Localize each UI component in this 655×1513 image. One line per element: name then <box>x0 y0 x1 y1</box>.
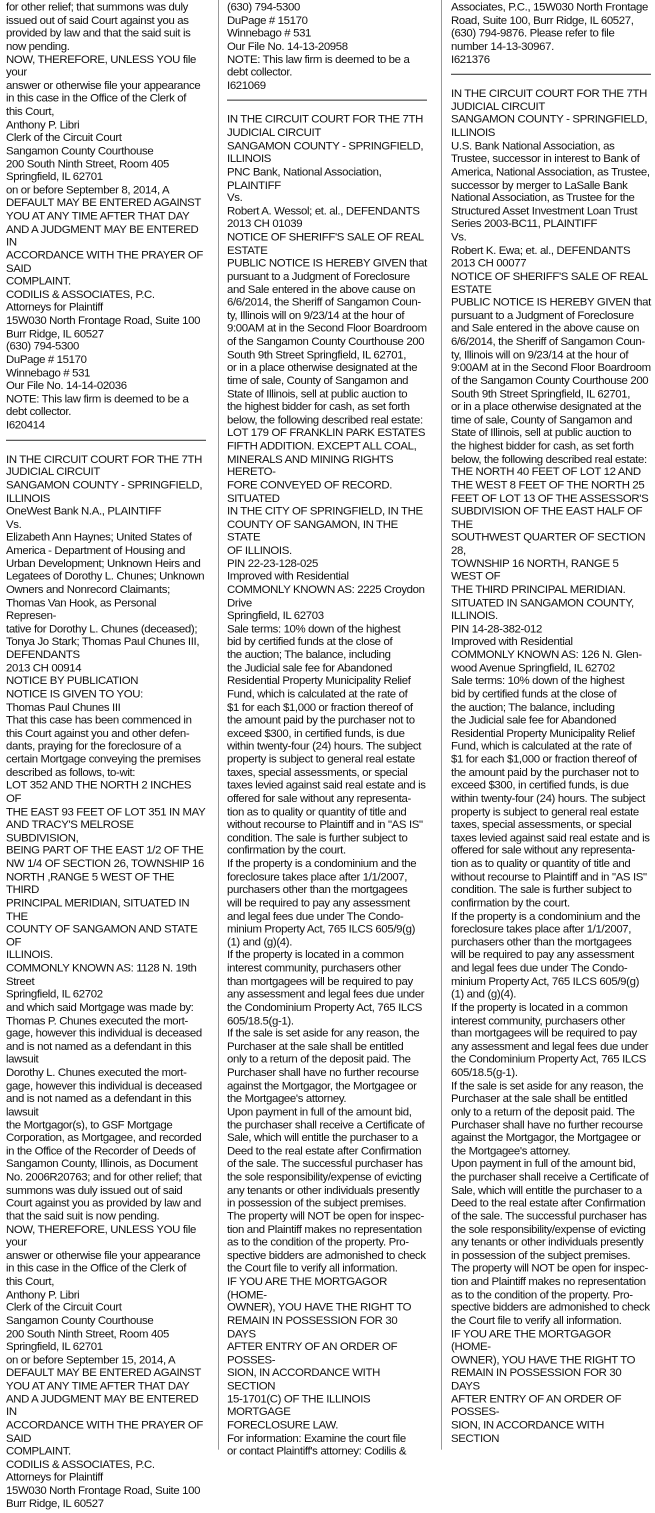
notice-text: IN THE CIRCUIT COURT FOR THE 7TH JUDICIAL CIRCUIT SANGAMON COUNTY - SPRINGFIELD, ILLINOIS PNC Bank, National Association, PLAINTIFF Vs. Robert A. Wessol; et. al., DEFENDANTS 2013 CH 01039 NOTICE OF SHERIFF'S SALE OF REAL ESTATE PUBLIC NOTICE IS HEREBY GIVEN that pursuant to a Judgment of Foreclosure and Sale entered in the above cause on 6/6/2014, the Sheriff of Sangamon Coun- ty, Illinois will on 9/23/14 at the hour of 9:00AM at in the Second Floor Boardroom of the Sangamon County Courthouse 200 South 9th Street Springfield, IL 62701, or in a place otherwise designated at the time of sale, County of Sangamon and State of Illinois, sell at public auction to the highest bidder for cash, as set forth below, the following described real estate: LOT 179 OF FRANKLIN PARK ESTATES FIFTH ADDITION. EXCEPT ALL COAL, MINERALS AND MINING RIGHTS HERETO- FORE CONVEYED OF RECORD. SITUATED IN THE CITY OF SPRINGFIELD, IN THE COUNTY OF SANGAMON, IN THE STATE OF ILLINOIS. PIN 22-23-128-025 Improved with Residential COMMONLY KNOWN AS: 2225 Croydon Drive Springfield, IL 62703 Sale terms: 10% down of the highest bid by certified funds at the close of the auction; The balance, including the Judicial sale fee for Abandoned Residential Property Municipality Relief Fund, which is calculated at the rate of $1 for each $1,000 or fraction thereof of the amount paid by the purchaser not to exceed $300, in certified funds, is due within twenty-four (24) hours. The subject property is subject to general real estate taxes, special assessments, or special taxes levied against said real estate and is offered for sale without any representa- tion as to quality or quantity of title and without recourse to Plaintiff and in "AS IS" condition. The sale is further subject to confirmation by the court. If the property is a condominium and the foreclosure takes place after 1/1/2007, purchasers other than the mortgagees will be required to pay any assessment and legal fees due under The Condo- minium Property Act, 765 ILCS 605/9(g) (1) and (g)(4). If the property is located in a common interest community, purchasers other than mortgagees will be required to pay any assessment and legal fees due under the Condominium Property Act, 765 ILCS 605/18.5(g-1). If the sale is set aside for any reason, the Purchaser at the sale shall be entitled only to a return of the deposit paid. The Purchaser shall have no further recourse against the Mortgagor, the Mortgagee or the Mortgagee's attorney. Upon payment in full of the amount bid, the purchaser shall receive a Certificate of Sale, which will entitle the purchaser to a Deed to the real estate after Confirmation of the sale. The successful purchaser has the sole responsibility/expense of evicting any tenants or other individuals presently in possession of the subject premises. The property will NOT be open for inspec- tion and Plaintiff makes no representation as to the condition of the property. Pro- spective bidders are admonished to check the Court file to verify all information. IF YOU ARE THE MORTGAGOR (HOME- OWNER), YOU HAVE THE RIGHT TO REMAIN IN POSSESSION FOR 30 DAYS AFTER ENTRY OF AN ORDER OF POSSES- SION, IN ACCORDANCE WITH SECTION 15-1701(C) OF THE ILLINOIS MORTGAGE FORECLOSURE LAW. For information: Examine the court file or contact Plaintiff's attorney: Codilis & <box>227 114 427 1458</box>
notice-separator <box>6 439 206 440</box>
column-rule <box>441 0 442 1450</box>
column-rule <box>218 0 219 1450</box>
notice <box>227 114 427 1459</box>
column-2 <box>227 2 427 1459</box>
notice-text: Associates, P.C., 15W030 North Frontage Road, Suite 100, Burr Ridge, IL 60527, (630) 794-9876. Please refer to file number 14-13-30967. I621376 <box>451 1 648 66</box>
notice-separator <box>227 100 427 101</box>
column-1 <box>6 2 206 1511</box>
notice-text: for other relief; that summons was duly issued out of said Court against you as provided by law and that the said suit is now pending. NOW, THEREFORE, UNLESS YOU file your answer or otherwise file your appearance in this case in the Office of the Clerk of this Court, Anthony P. Libri Clerk of the Circuit Court Sangamon County Courthouse 200 South Ninth Street, Room 405 Springfield, IL 62701 on or before September 8, 2014, A DEFAULT MAY BE ENTERED AGAINST YOU AT ANY TIME AFTER THAT DAY AND A JUDGMENT MAY BE ENTERED IN ACCORDANCE WITH THE PRAYER OF SAID COMPLAINT. CODILIS & ASSOCIATES, P.C. Attorneys for Plaintiff 15W030 North Frontage Road, Suite 100 Burr Ridge, IL 60527 (630) 794-5300 DuPage # 15170 Winnebago # 531 Our File No. 14-14-02036 NOTE: This law firm is deemed to be a debt collector. I620414 <box>6 1 204 432</box>
notice-separator <box>451 74 651 75</box>
notice-continued <box>6 2 206 433</box>
notice <box>6 454 206 1511</box>
notice <box>451 88 651 1446</box>
notice-text: (630) 794-5300 DuPage # 15170 Winnebago # 531 Our File No. 14-13-20958 NOTE: This law firm is deemed to be a debt collector. I621069 <box>227 1 410 92</box>
notice-continued <box>227 2 427 93</box>
notice-text: IN THE CIRCUIT COURT FOR THE 7TH JUDICIAL CIRCUIT SANGAMON COUNTY - SPRINGFIELD, ILLINOIS U.S. Bank National Association, as Trustee, successor in interest to Bank of America, National Association, as Trustee, successor by merger to LaSalle Bank National Association, as Trustee for the Structured Asset Investment Loan Trust Series 2003-BC11, PLAINTIFF Vs. Robert K. Ewa; et. al., DEFENDANTS 2013 CH 00077 NOTICE OF SHERIFF'S SALE OF REAL ESTATE PUBLIC NOTICE IS HEREBY GIVEN that pursuant to a Judgment of Foreclosure and Sale entered in the above cause on 6/6/2014, the Sheriff of Sangamon Coun- ty, Illinois will on 9/23/14 at the hour of 9:00AM at in the Second Floor Boardroom of the Sangamon County Courthouse 200 South 9th Street Springfield, IL 62701, or in a place otherwise designated at the time of sale, County of Sangamon and State of Illinois, sell at public auction to the highest bidder for cash, as set forth below, the following described real estate: THE NORTH 40 FEET OF LOT 12 AND THE WEST 8 FEET OF THE NORTH 25 FEET OF LOT 13 OF THE ASSESSOR'S SUBDIVISION OF THE EAST HALF OF THE SOUTHWEST QUARTER OF SECTION 28, TOWNSHIP 16 NORTH, RANGE 5 WEST OF THE THIRD PRINCIPAL MERIDIAN. SITUATED IN SANGAMON COUNTY, ILLINOIS. PIN 14-28-382-012 Improved with Residential COMMONLY KNOWN AS: 126 N. Glen- wood Avenue Springfield, IL 62702 Sale terms: 10% down of the highest bid by certified funds at the close of the auction; The balance, including the Judicial sale fee for Abandoned Residential Property Municipality Relief Fund, which is calculated at the rate of $1 for each $1,000 or fraction thereof of the amount paid by the purchaser not to exceed $300, in certified funds, is due within twenty-four (24) hours. The subject property is subject to general real estate taxes, special assessments, or special taxes levied against said real estate and is offered for sale without any representa- tion as to quality or quantity of title and without recourse to Plaintiff and in "AS IS" condition. The sale is further subject to confirmation by the court. If the property is a condominium and the foreclosure takes place after 1/1/2007, purchasers other than the mortgagees will be required to pay any assessment and legal fees due under The Condo- minium Property Act, 765 ILCS 605/9(g) (1) and (g)(4). If the property is located in a common interest community, purchasers other than mortgagees will be required to pay any assessment and legal fees due under the Condominium Property Act, 765 ILCS 605/18.5(g-1). If the sale is set aside for any reason, the Purchaser at the sale shall be entitled only to a return of the deposit paid. The Purchaser shall have no further recourse against the Mortgagor, the Mortgagee or the Mortgagee's attorney. Upon payment in full of the amount bid, the purchaser shall receive a Certificate of Sale, which will entitle the purchaser to a Deed to the real estate after Confirmation of the sale. The successful purchaser has the sole responsibility/expense of evicting any tenants or other individuals presently in possession of the subject premises. The property will NOT be open for inspec- tion and Plaintiff makes no representation as to the condition of the property. Pro- spective bidders are admonished to check the Court file to verify all information. IF YOU ARE THE MORTGAGOR (HOME- OWNER), YOU HAVE THE RIGHT TO REMAIN IN POSSESSION FOR 30 DAYS AFTER ENTRY OF AN ORDER OF POSSES- SION, IN ACCORDANCE WITH SECTION <box>451 88 651 1445</box>
notice-text: IN THE CIRCUIT COURT FOR THE 7TH JUDICIAL CIRCUIT SANGAMON COUNTY - SPRINGFIELD, ILLINOIS OneWest Bank N.A., PLAINTIFF Vs. Elizabeth Ann Haynes; United States of America - Department of Housing and Urban Development; Unknown Heirs and Legatees of Dorothy L. Chunes; Unknown Owners and Nonrecord Claimants; Thomas Van Hook, as Personal Represen- tative for Dorothy L. Chunes (deceased); Tonya Jo Stark; Thomas Paul Chunes III, DEFENDANTS 2013 CH 00914 NOTICE BY PUBLICATION NOTICE IS GIVEN TO YOU: Thomas Paul Chunes III That this case has been commenced in this Court against you and other defen- dants, praying for the foreclosure of a certain Mortgage conveying the premises described as follows, to-wit: LOT 352 AND THE NORTH 2 INCHES OF THE EAST 93 FEET OF LOT 351 IN MAY AND TRACY'S MELROSE SUBDIVISION, BEING PART OF THE EAST 1/2 OF THE NW 1/4 OF SECTION 26, TOWNSHIP 16 NORTH ,RANGE 5 WEST OF THE THIRD PRINCIPAL MERIDIAN, SITUATED IN THE COUNTY OF SANGAMON AND STATE OF ILLINOIS. COMMONLY KNOWN AS: 1128 N. 19th Street Springfield, IL 62702 and which said Mortgage was made by: Thomas P. Chunes executed the mort- gage, however this individual is deceased and is not named as a defendant in this lawsuit Dorothy L. Chunes executed the mort- gage, however this individual is deceased and is not named as a defendant in this lawsuit the Mortgagor(s), to GSF Mortgage Corporation, as Mortgagee, and recorded in the Office of the Recorder of Deeds of Sangamon County, Illinois, as Document No. 2006R20763; and for other relief; that summons was duly issued out of said Court against you as provided by law and that the said suit is now pending. NOW, THEREFORE, UNLESS YOU file your answer or otherwise file your appearance in this case in the Office of the Clerk of this Court, Anthony P. Libri Clerk of the Circuit Court Sangamon County Courthouse 200 South Ninth Street, Room 405 Springfield, IL 62701 on or before September 15, 2014, A DEFAULT MAY BE ENTERED AGAINST YOU AT ANY TIME AFTER THAT DAY AND A JUDGMENT MAY BE ENTERED IN ACCORDANCE WITH THE PRAYER OF SAID COMPLAINT. CODILIS & ASSOCIATES, P.C. Attorneys for Plaintiff 15W030 North Frontage Road, Suite 100 Burr Ridge, IL 60527 <box>6 453 206 1510</box>
notice-continued <box>451 2 651 67</box>
column-3 <box>451 2 651 1446</box>
